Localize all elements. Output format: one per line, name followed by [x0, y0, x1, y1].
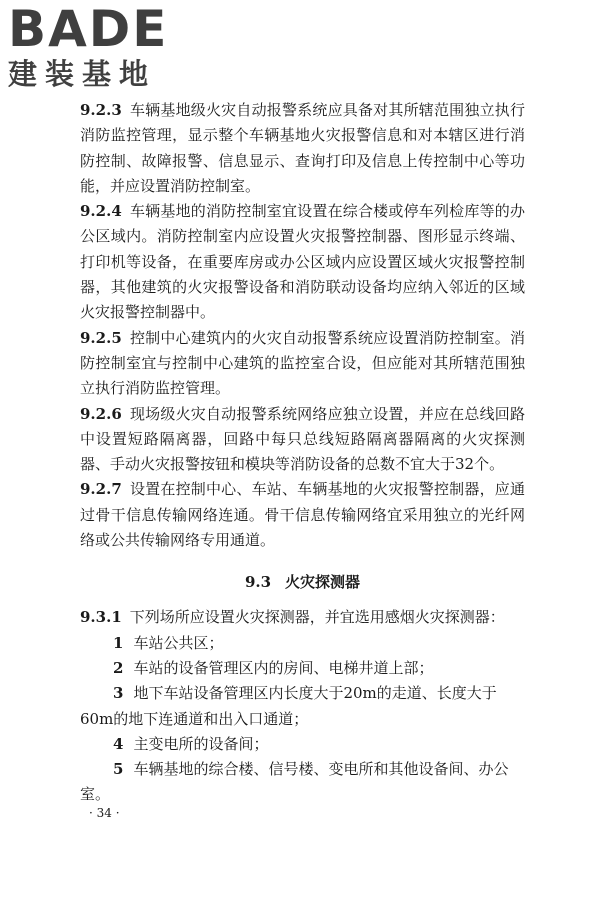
item-text: 主变电所的设备间； [133, 734, 269, 753]
clause-text: 设置在控制中心、车站、车辆基地的火灾报警控制器，应通过骨干信息传输网络连通。骨干信息传输网络宜采用独立的光纤网络或公共传输网络专用通道。 [80, 480, 525, 550]
item-number: 4 [113, 734, 124, 753]
clause-9-2-4 [80, 199, 525, 325]
item-number: 5 [113, 760, 124, 779]
clause-text: 车辆基地的消防控制室宜设置在综合楼或停车列检库等的办公区域内。消防控制室内应设置火灾报警控制器、图形显示终端、打印机等设备，在重要库房或办公区域内应设置区域火灾报警控制器，其他建筑的火灾报警设备和消防联动设备均应纳入邻近的区域火灾报警控制器中。 [80, 202, 525, 322]
list-item [80, 681, 525, 732]
clause-number: 9.2.6 [80, 404, 122, 423]
clause-text: 现场级火灾自动报警系统网络应独立设置，并应在总线回路中设置短路隔离器，回路中每只总线短路隔离器隔离的火灾探测器、手动火灾报警按钮和模块等消防设备的总数不宜大于32个。 [80, 404, 525, 474]
list-item [80, 757, 525, 808]
section-title: 火灾探测器 [285, 573, 361, 592]
clause-9-3-1 [80, 605, 525, 630]
clause-number: 9.2.3 [80, 101, 122, 119]
item-number: 1 [113, 633, 124, 652]
item-text: 地下车站设备管理区内长度大于20m的走道、长度大于60m的地下连通道和出入口通道； [80, 684, 497, 728]
list-item [80, 732, 525, 757]
clause-number: 9.2.4 [80, 202, 122, 221]
item-text: 车站公共区； [133, 633, 224, 652]
clause-number: 9.2.7 [80, 480, 122, 499]
logo-subtitle: 建装基地 [8, 57, 157, 91]
clause-9-2-3 [80, 98, 525, 199]
document-body [80, 98, 525, 808]
clause-number: 9.2.5 [80, 328, 122, 347]
clause-text: 下列场所应设置火灾探测器，并宜选用感烟火灾探测器： [129, 608, 505, 627]
list-item [80, 656, 525, 681]
clause-9-2-6 [80, 402, 525, 478]
page-number: · 34 · [89, 806, 120, 820]
item-number: 3 [113, 684, 124, 703]
clause-9-2-5 [80, 326, 525, 402]
clause-number: 9.3.1 [80, 608, 122, 627]
logo-wordmark: BADE [8, 0, 169, 58]
item-text: 车站的设备管理区内的房间、电梯井道上部； [133, 658, 434, 677]
item-text: 车辆基地的综合楼、信号楼、变电所和其他设备间、办公室。 [80, 760, 509, 804]
bade-logo [8, 0, 178, 94]
item-number: 2 [113, 658, 124, 677]
clause-text: 控制中心建筑内的火灾自动报警系统应设置消防控制室。消防控制室宜与控制中心建筑的监控室合设，但应能对其所辖范围独立执行消防监控管理。 [80, 328, 525, 398]
section-heading [80, 570, 525, 595]
clause-text: 车辆基地级火灾自动报警系统应具备对其所辖范围独立执行消防监控管理，显示整个车辆基地火灾报警信息和对本辖区进行消防控制、故障报警、信息显示、查询打印及信息上传控制中心等功能，并应设置消防控制室。 [80, 101, 525, 195]
clause-9-2-7 [80, 477, 525, 553]
list-item [80, 631, 525, 656]
section-number: 9.3 [244, 573, 272, 592]
